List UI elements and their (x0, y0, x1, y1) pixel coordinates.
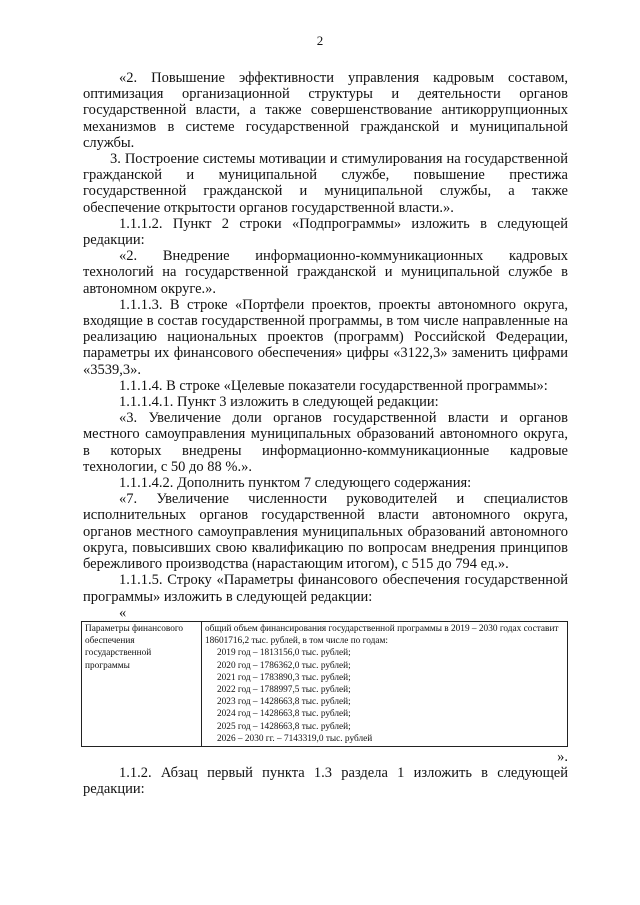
year-line: 2024 год – 1428663,8 тыс. рублей; (217, 709, 351, 720)
paragraph: 1.1.2. Абзац первый пункта 1.3 раздела 1 изложить в следующей редакции: (83, 765, 568, 798)
paragraph: «3. Увеличение доли органов государственной власти и органов местного самоуправления муниципальных образований автономного округа, в которых внедрены информационно-коммуникационные кадровые технологии, с 50 до 88 %.». (83, 410, 568, 475)
table-intro: общий объем финансирования государственной программы в 2019 – 2030 годах составит 18601716,2 тыс. рублей, в том числе по годам: (205, 623, 559, 647)
year-line: 2025 год – 1428663,8 тыс. рублей; (217, 721, 351, 732)
year-line: 2023 год – 1428663,8 тыс. рублей; (217, 697, 351, 708)
table-value-cell (202, 621, 568, 746)
paragraph: 1.1.1.3. В строке «Портфели проектов, проекты автономного округа, входящие в состав государственной программы, в том числе направленные на реализацию национальных проектов (программ) Российской Федерации, параметры их финансового обеспечения» цифры «3122,3» заменить цифрами «3539,3». (83, 296, 568, 378)
page-number: 2 (316, 33, 324, 48)
year-line: 2020 год – 1786362,0 тыс. рублей; (217, 660, 351, 671)
year-line: 2021 год – 1783890,3 тыс. рублей; (217, 672, 351, 683)
table-row (82, 621, 568, 746)
paragraph: 1.1.1.2. Пункт 2 строки «Подпрограммы» изложить в следующей редакции: (83, 215, 568, 249)
paragraph: «7. Увеличение численности руководителей и специалистов исполнительных органов государственной власти автономного округа, органов местного самоуправления муниципальных образований автономного округа, повысивших свою квалификацию по вопросам внедрения принципов бережливого производства (нарастающим итогом), с 515 до 794 ед.». (83, 491, 568, 573)
paragraph: «2. Внедрение информационно-коммуникационных кадровых технологий на государственной гражданской и муниципальной службе в автономном округе.». (83, 248, 568, 297)
finance-table (81, 621, 568, 747)
table-label-cell: Параметры финансового обеспечения государственной программы (82, 621, 202, 746)
document-body (83, 70, 568, 798)
paragraph: 1.1.1.4. В строке «Целевые показатели государственной программы»: (119, 377, 548, 394)
year-line: 2026 – 2030 гг. – 7143319,0 тыс. рублей (217, 733, 373, 744)
year-line: 2019 год – 1813156,0 тыс. рублей; (217, 648, 351, 659)
year-line: 2022 год – 1788997,5 тыс. рублей; (217, 684, 351, 695)
open-quote: « (119, 604, 127, 621)
paragraph: 1.1.1.4.2. Дополнить пунктом 7 следующего содержания: (119, 475, 472, 492)
year-list (205, 647, 564, 745)
paragraph: 1.1.1.4.1. Пункт 3 изложить в следующей редакции: (119, 394, 439, 411)
paragraph: 3. Построение системы мотивации и стимулирования на государственной гражданской и муниципальной службе, повышение престижа государственной гражданской и муниципальной службы, а также обеспечение открытости органов государственной власти.». (83, 151, 568, 216)
paragraph: 1.1.1.5. Строку «Параметры финансового обеспечения государственной программы» изложить в следующей редакции: (83, 572, 568, 605)
paragraph: «2. Повышение эффективности управления кадровым составом, оптимизация организационной структуры и деятельности органов государственной власти, а также совершенствование антикоррупционных механизмов в системе государственной гражданской и муниципальной службы. (83, 70, 568, 151)
close-quote: ». (557, 748, 568, 765)
